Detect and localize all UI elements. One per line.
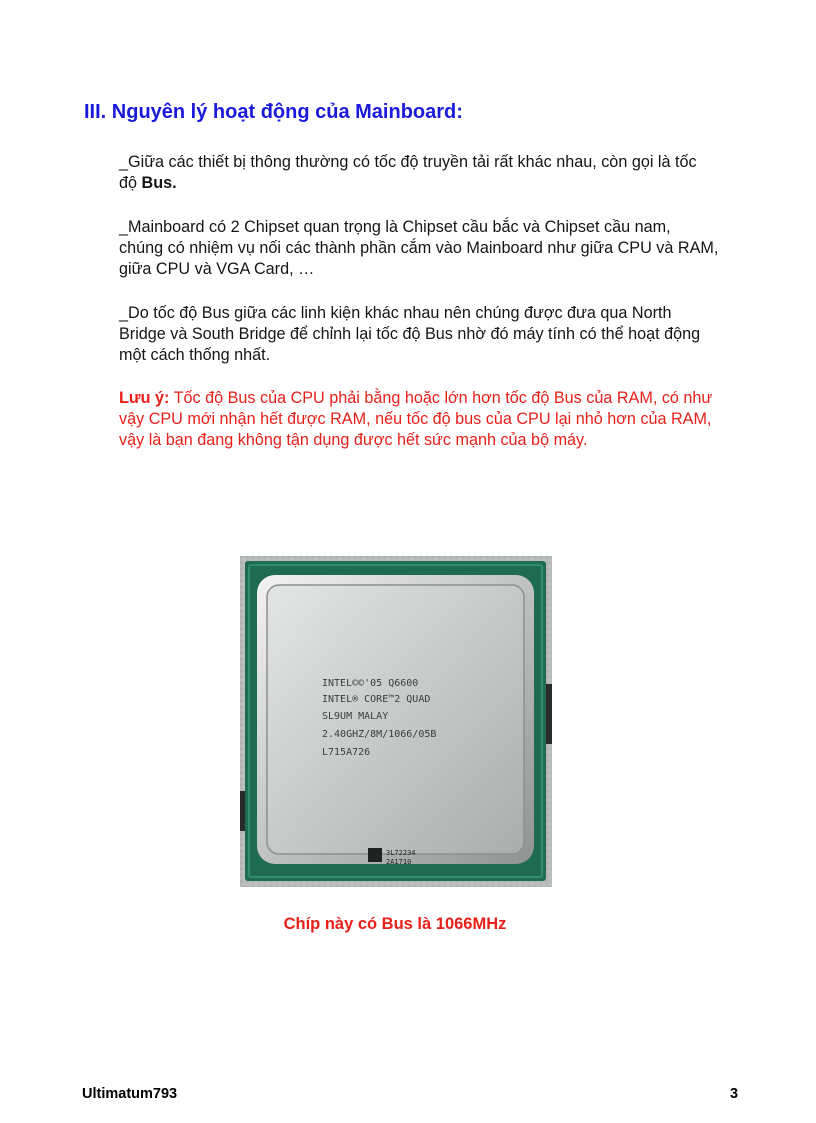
note-text: Tốc độ Bus của CPU phải bằng hoặc lớn hơn tốc độ Bus của RAM, có như vậy CPU mới nhận hết được RAM, nếu tốc độ bus của CPU lại nhỏ hơn của RAM, vậy là bạn đang không tận dụng được hết sức mạnh của bộ máy. — [119, 389, 713, 449]
footer-author: Ultimatum793 — [82, 1086, 178, 1102]
note-label: Lưu ý: — [119, 389, 170, 407]
section-heading: III. Nguyên lý hoạt động của Mainboard: — [84, 101, 463, 123]
paragraph-bridges: _Do tốc độ Bus giữa các linh kiện khác nhau nên chúng được đưa qua North Bridge và South Bridge để chỉnh lại tốc độ Bus nhờ đó máy tính có thể hoạt động một cách thống nhất. — [119, 304, 701, 364]
cpu-marking-line5: L715A726 — [322, 747, 371, 758]
cpu-heatspreader — [267, 585, 524, 854]
paragraph-chipset: _Mainboard có 2 Chipset quan trọng là Chipset cầu bắc và Chipset cầu nam, chúng có nhiệm vụ nối các thành phần cắm vào Mainboard như giữa CPU và RAM, giữa CPU và VGA Card, … — [119, 218, 719, 278]
bus-term: Bus. — [141, 174, 177, 192]
cpu-marking-line2: INTEL® CORE™2 QUAD — [322, 694, 431, 705]
cpu-marking-line1: INTEL©©'05 Q6600 — [322, 678, 419, 689]
cpu-marking-line4: 2.40GHZ/8M/1066/05B — [322, 729, 437, 740]
paragraph-bus-intro — [119, 152, 719, 194]
cpu-marking-line3: SL9UM MALAY — [322, 711, 389, 722]
photo-caption: Chíp này có Bus là 1066MHz — [283, 915, 507, 933]
page-number: 3 — [730, 1086, 739, 1102]
datamatrix-code — [368, 848, 382, 862]
paragraph-bus-intro-text: _Giữa các thiết bị thông thường có tốc độ truyền tải rất khác nhau, còn gọi là tốc độ — [119, 153, 697, 192]
cpu-photo — [240, 556, 552, 887]
cpu-illustration — [240, 556, 552, 887]
cpu-sticker-line2: 2A1710 — [386, 858, 412, 866]
cpu-sticker-line1: 3L72234 — [386, 849, 416, 857]
note-paragraph — [119, 388, 739, 451]
